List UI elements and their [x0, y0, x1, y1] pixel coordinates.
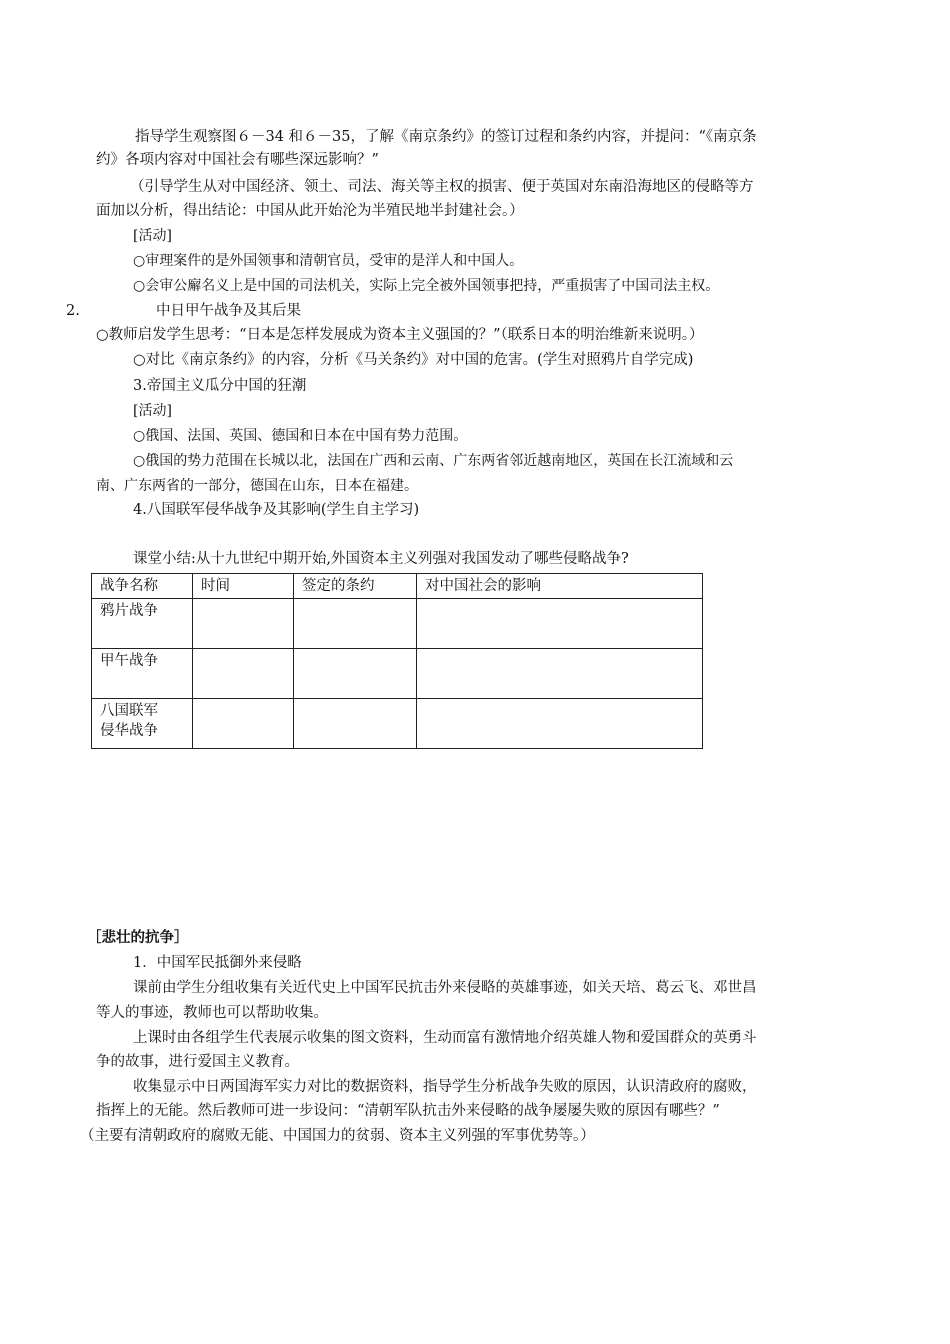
table-header-cell: 时间 [193, 574, 294, 599]
table-row [92, 699, 703, 749]
war-name: 鸦片战争 [100, 603, 158, 619]
paragraph-line: （引导学生从对中国经济、领土、司法、海关等主权的损害、便于英国对东南沿海地区的侵略等方 [130, 179, 754, 195]
table-cell [417, 699, 703, 749]
war-name: 侵华战争 [100, 723, 158, 739]
table-cell [294, 599, 417, 649]
war-name: 八国联军 [100, 703, 158, 719]
paragraph-line: 收集显示中日两国海军实力对比的数据资料，指导学生分析战争失败的原因，认识清政府的腐败， [133, 1079, 757, 1095]
activity-item: ○审理案件的是外国领事和清朝官员，受审的是洋人和中国人。 [133, 253, 524, 269]
table-header-cell: 战争名称 [92, 574, 193, 599]
table-cell [294, 649, 417, 699]
activity-item: ○会审公廨名义上是中国的司法机关，实际上完全被外国领事把持，严重损害了中国司法主权。 [133, 278, 720, 294]
summary-table [91, 573, 703, 749]
section-number: 2. [66, 303, 80, 319]
subsection-title: 1．中国军民抵御外来侵略 [133, 955, 302, 971]
section-title: 中日甲午战争及其后果 [156, 303, 301, 319]
subsection-title: 4.八国联军侵华战争及其影响(学生自主学习) [133, 502, 420, 518]
table-header-row [92, 574, 703, 599]
paragraph-line: 指挥上的无能。然后教师可进一步设问：“清朝军队抗击外来侵略的战争屡屡失败的原因有哪些？” [96, 1103, 720, 1119]
table-cell [193, 599, 294, 649]
table-cell [193, 699, 294, 749]
paragraph-line: 课前由学生分组收集有关近代史上中国军民抗击外来侵略的英雄事迹，如关天培、葛云飞、邓世昌 [133, 980, 757, 996]
table-row [92, 649, 703, 699]
table-cell [92, 599, 193, 649]
paragraph-line: 指导学生观察图６－34 和６－35，了解《南京条约》的签订过程和条约内容，并提问：“《南京条 [135, 129, 757, 145]
paragraph-line: ○对比《南京条约》的内容，分析《马关条约》对中国的危害。(学生对照鸦片自学完成) [133, 352, 694, 368]
activity-label: [活动] [133, 228, 172, 244]
subsection-title: 3.帝国主义瓜分中国的狂潮 [133, 378, 307, 394]
table-cell [92, 699, 193, 749]
table-header-cell: 签定的条约 [294, 574, 417, 599]
paragraph-line: 约》各项内容对中国社会有哪些深远影响？” [96, 152, 379, 168]
summary-intro: 课堂小结:从十九世纪中期开始,外国资本主义列强对我国发动了哪些侵略战争? [133, 551, 629, 567]
paragraph-line: 等人的事迹，教师也可以帮助收集。 [96, 1005, 328, 1021]
table-row [92, 599, 703, 649]
table-cell [92, 649, 193, 699]
activity-label: [活动] [133, 403, 172, 419]
section-heading: ［悲壮的抗争］ [87, 929, 189, 946]
activity-item: ○俄国的势力范围在长城以北，法国在广西和云南、广东两省邻近越南地区，英国在长江流域和云 [133, 453, 734, 469]
table-header-cell: 对中国社会的影响 [417, 574, 703, 599]
paragraph-line: 争的故事，进行爱国主义教育。 [96, 1054, 299, 1070]
activity-item: ○俄国、法国、英国、德国和日本在中国有势力范围。 [133, 428, 468, 444]
table-cell [193, 649, 294, 699]
paragraph-line: 面加以分析，得出结论：中国从此开始沦为半殖民地半封建社会。） [96, 203, 524, 219]
table-cell [294, 699, 417, 749]
paragraph-line: ○教师启发学生思考：“日本是怎样发展成为资本主义强国的？”（联系日本的明治维新来说明。） [96, 327, 704, 343]
war-name: 甲午战争 [100, 653, 158, 669]
table-cell [417, 649, 703, 699]
activity-item: 南、广东两省的一部分，德国在山东，日本在福建。 [96, 478, 418, 494]
paragraph-line: 上课时由各组学生代表展示收集的图文资料，生动而富有激情地介绍英雄人物和爱国群众的英勇斗 [133, 1030, 757, 1046]
table-cell [417, 599, 703, 649]
paragraph-line: （主要有清朝政府的腐败无能、中国国力的贫弱、资本主义列强的军事优势等。） [80, 1128, 595, 1144]
